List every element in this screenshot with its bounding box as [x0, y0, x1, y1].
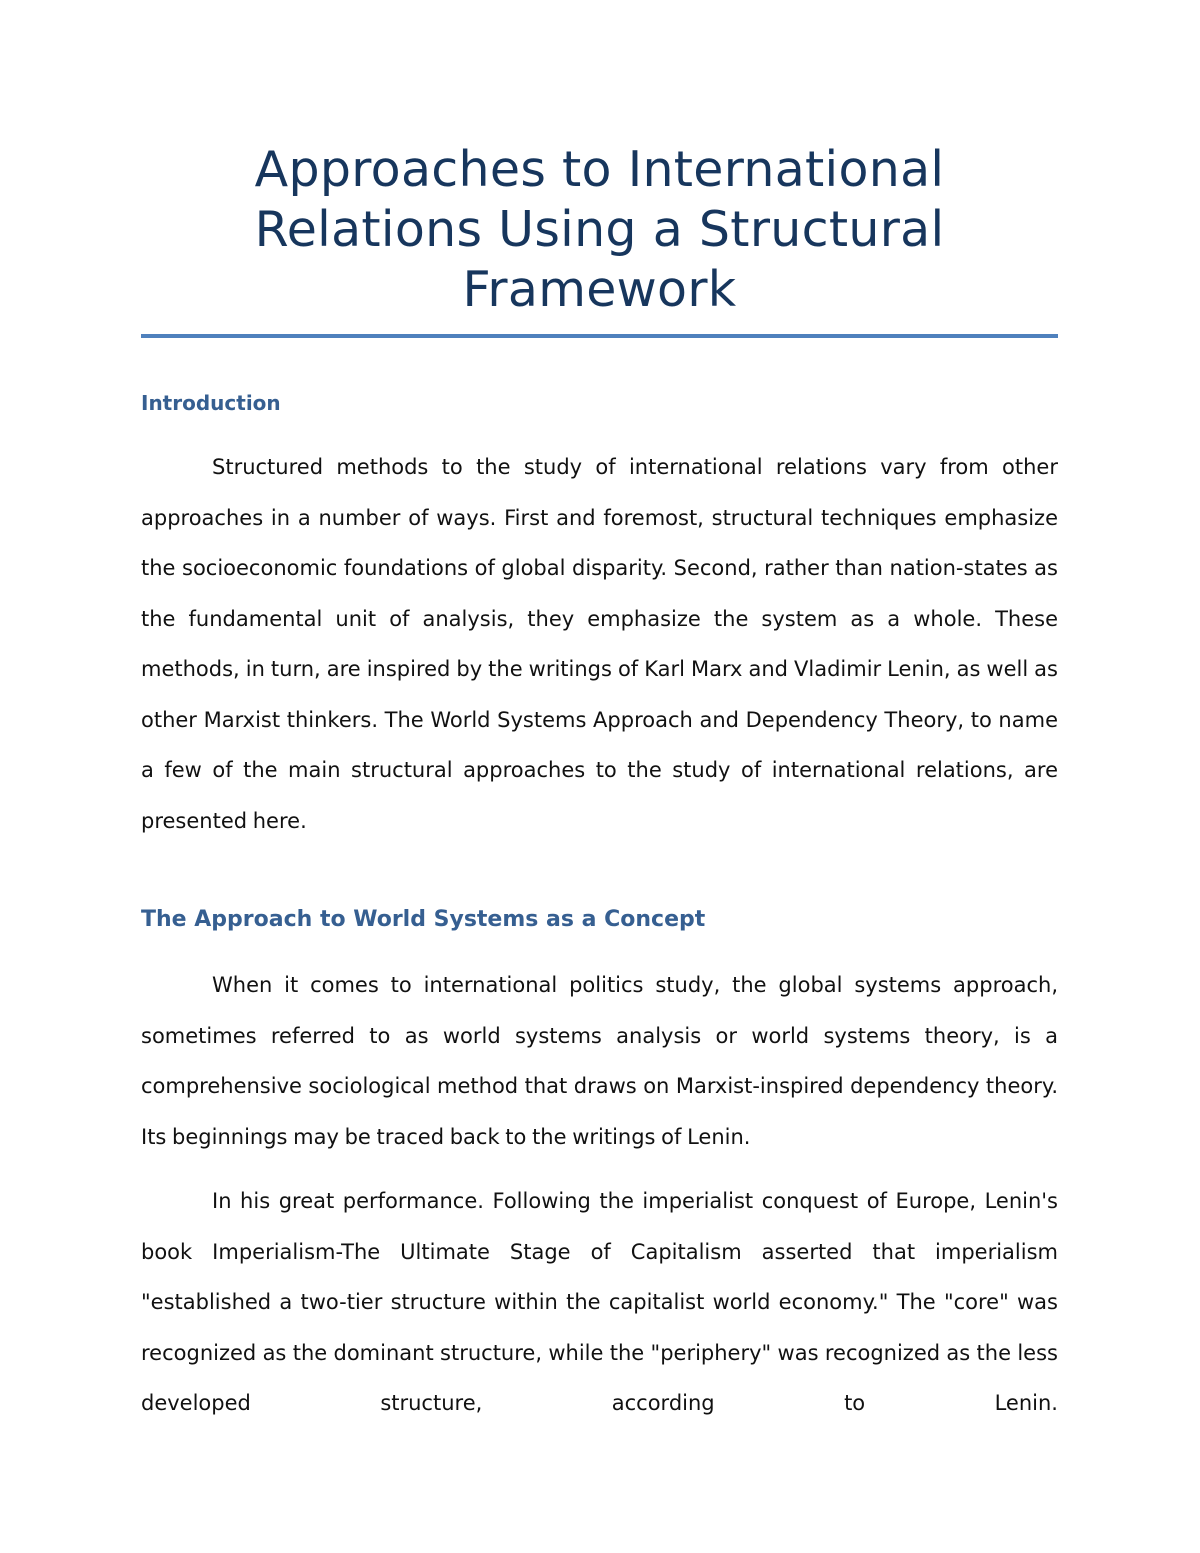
document-body: [141, 140, 1058, 1429]
section-heading-introduction: Introduction: [141, 391, 281, 415]
world-systems-paragraph-2: In his great performance. Following the imperialist conquest of Europe, Lenin's book Imperialism-The Ultimate Stage of Capitalism asserted that imperialism "established a two-tier structure within the capitalist world economy." The "core" was recognized as the dominant structure, while the "periphery" was recognized as the less developed structure, according to Lenin.: [141, 1189, 1058, 1415]
world-systems-paragraph-1: When it comes to international politics study, the global systems approach, sometimes referred to as world systems analysis or world systems theory, is a comprehensive sociological method that draws on Marxist-inspired dependency theory. Its beginnings may be traced back to the writings of Lenin.: [141, 973, 1058, 1149]
introduction-paragraph: Structured methods to the study of international relations vary from other approaches in a number of ways. First and foremost, structural techniques emphasize the socioeconomic foundations of global disparity. Second, rather than nation-states as the fundamental unit of analysis, they emphasize the system as a whole. These methods, in turn, are inspired by the writings of Karl Marx and Vladimir Lenin, as well as other Marxist thinkers. The World Systems Approach and Dependency Theory, to name a few of the main structural approaches to the study of international relations, are presented here.: [141, 455, 1058, 833]
section-heading-world-systems: The Approach to World Systems as a Concept: [141, 907, 706, 932]
document-title: Approaches to International Relations Using a Structural Framework: [254, 141, 945, 318]
title-divider: [141, 334, 1058, 338]
